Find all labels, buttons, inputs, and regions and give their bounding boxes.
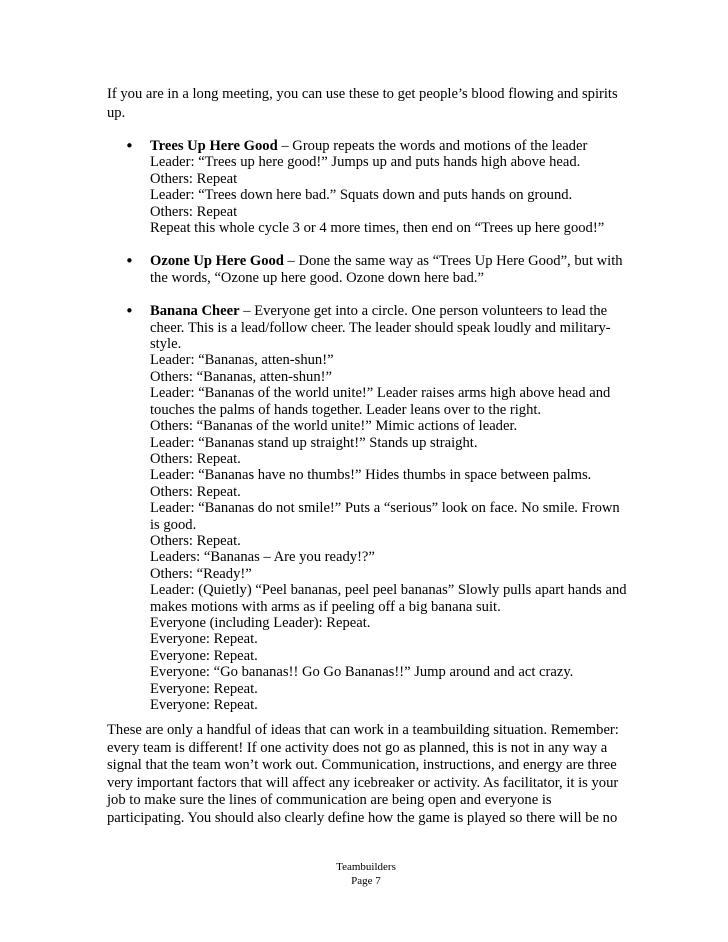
activity-line: Everyone: “Go bananas!! Go Go Bananas!!” Jump around and act crazy. [150, 664, 574, 681]
activity-line: Leader: “Bananas do not smile!” Puts a “serious” look on face. No smile. Frown is good. [150, 500, 620, 533]
activity-line: Leader: “Bananas have no thumbs!” Hides thumbs in space between palms. [150, 467, 592, 484]
bullet-icon: • [125, 137, 134, 155]
activity-line: Leader: (Quietly) “Peel bananas, peel peel bananas” Slowly pulls apart hands and makes motions with arms as if peeling off a big banana suit. [150, 582, 627, 615]
activity-line: Leader: “Bananas stand up straight!” Stands up straight. [150, 434, 478, 451]
activity-line: Leader: “Bananas, atten-shun!” [150, 352, 334, 369]
activity-line: Leaders: “Bananas – Are you ready!?” [150, 549, 375, 566]
activity-title: Banana Cheer [150, 303, 240, 320]
activity-line: Others: Repeat [150, 170, 238, 187]
activity-line: Everyone: Repeat. [150, 647, 258, 664]
activity-heading [150, 138, 587, 154]
activity-description: – Group repeats the words and motions of the leader [277, 138, 588, 154]
activity-line: Others: “Bananas of the world unite!” Mimic actions of leader. [150, 418, 518, 435]
activity-title: Ozone Up Here Good [150, 253, 284, 270]
activity-line: Everyone: Repeat. [150, 697, 258, 713]
activity-line: Others: Repeat. [150, 483, 241, 500]
closing-paragraph: These are only a handful of ideas that can work in a teambuilding situation. Remember: every team is different! If one activity does not go as planned, this is not in any way a signal that the team won’t work out. Communication, instructions, and energy are three very important factors that will affect any icebreaker or activity. As facilitator, it is your job to make sure the lines of communication are being open and everyone is participating. You should also clearly define how the game is played so there will be no [107, 722, 619, 826]
page-number: Page 7 [351, 875, 381, 887]
list-item-trees [107, 138, 627, 236]
activity-line: Leader: “Trees up here good!” Jumps up and puts hands high above head. [150, 154, 581, 171]
activity-line: Everyone (including Leader): Repeat. [150, 614, 371, 631]
activity-line: Others: Repeat [150, 203, 238, 220]
page-footer [0, 860, 728, 888]
activity-line: Others: “Bananas, atten-shun!” [150, 368, 332, 385]
activity-description: – Done the same way as “Trees Up Here Good”, but with the words, “Ozone up here good. Ozone down here bad.” [150, 253, 623, 286]
activity-line: Everyone: Repeat. [150, 631, 258, 648]
activity-line: Leader: “Trees down here bad.” Squats down and puts hands on ground. [150, 187, 573, 204]
intro-paragraph: If you are in a long meeting, you can use these to get people’s blood flowing and spirits up. [107, 86, 618, 121]
footer-title: Teambuilders [336, 861, 396, 873]
list-item-banana [107, 303, 627, 713]
activity-line: Others: “Ready!” [150, 565, 252, 582]
activity-line: Leader: “Bananas of the world unite!” Leader raises arms high above head and touches the palms of hands together. Leader leans over to the right. [150, 385, 611, 418]
activity-title: Trees Up Here Good [150, 138, 278, 154]
list-item-ozone [107, 253, 627, 286]
activity-line: Others: Repeat. [150, 532, 241, 549]
activity-list [107, 138, 627, 713]
activity-description: – Everyone get into a circle. One person volunteers to lead the cheer. This is a lead/follow cheer. The leader should speak loudly and military-style. [150, 303, 611, 353]
bullet-icon: • [125, 302, 134, 321]
activity-heading [150, 303, 627, 352]
bullet-icon: • [125, 252, 134, 271]
activity-line: Repeat this whole cycle 3 or 4 more times, then end on “Trees up here good!” [150, 220, 605, 237]
activity-line: Everyone: Repeat. [150, 680, 258, 697]
activity-heading [150, 253, 623, 285]
activity-line: Others: Repeat. [150, 450, 241, 467]
